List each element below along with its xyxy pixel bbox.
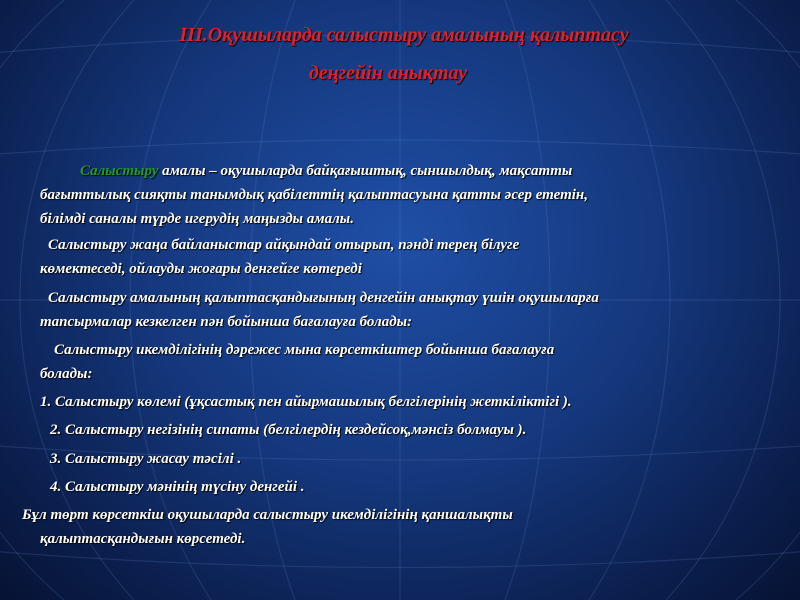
slide-title-line-2: деңгейін анықтау: [308, 62, 468, 84]
paragraph-4-line-2: болады:: [40, 366, 93, 382]
slide-title-line-1: III.Оқушыларда салыстыру амалының қалыптасу: [179, 24, 629, 46]
list-item-1: 1. Салыстыру көлемі (ұқсастық пен айырмашылық белгілерінің жеткіліктігі ).: [40, 394, 572, 410]
paragraph-1-line-3: білімді саналы түрде игерудің маңызды амалы.: [40, 211, 354, 227]
conclusion-line-2: қалыптасқандығын көрсетеді.: [40, 531, 246, 547]
list-item-4: 4. Салыстыру мәнінің түсіну денгейі .: [50, 479, 305, 495]
paragraph-2-line-1: Салыстыру жаңа байланыстар айқындай отырып, пәнді терең білуге: [48, 237, 520, 253]
paragraph-4-line-1: Салыстыру икемділігінің дәрежес мына көрсеткіштер бойынша бағалауға: [54, 342, 555, 358]
paragraph-1-line-1: [80, 163, 572, 180]
paragraph-1-line-2: бағыттылық сияқты танымдық қабілеттің қалыптасуына қатты әсер ететін,: [40, 187, 588, 203]
list-item-2: 2. Салыстыру негізінің сипаты (белгілердің кездейсоқ,мәнсіз болмауы ).: [50, 422, 527, 438]
paragraph-2-line-2: көмектеседі, ойлауды жоғары денгейге көтереді: [40, 261, 362, 277]
paragraph-3-line-2: тапсырмалар кезкелген пән бойынша бағалауға болады:: [40, 314, 413, 330]
paragraph-1-line-1-rest: амалы – оқушыларда байқағыштық, сыншылдық, мақсатты: [158, 163, 573, 179]
highlight-term: Салыстыру: [80, 163, 159, 179]
paragraph-3-line-1: Салыстыру амалының қалыптасқандығының денгейін анықтау үшін оқушыларға: [48, 290, 599, 306]
conclusion-line-1: Бұл төрт көрсеткіш оқушыларда салыстыру икемділігінің қаншалықты: [22, 507, 513, 523]
list-item-3: 3. Салыстыру жасау тәсілі .: [50, 451, 242, 467]
